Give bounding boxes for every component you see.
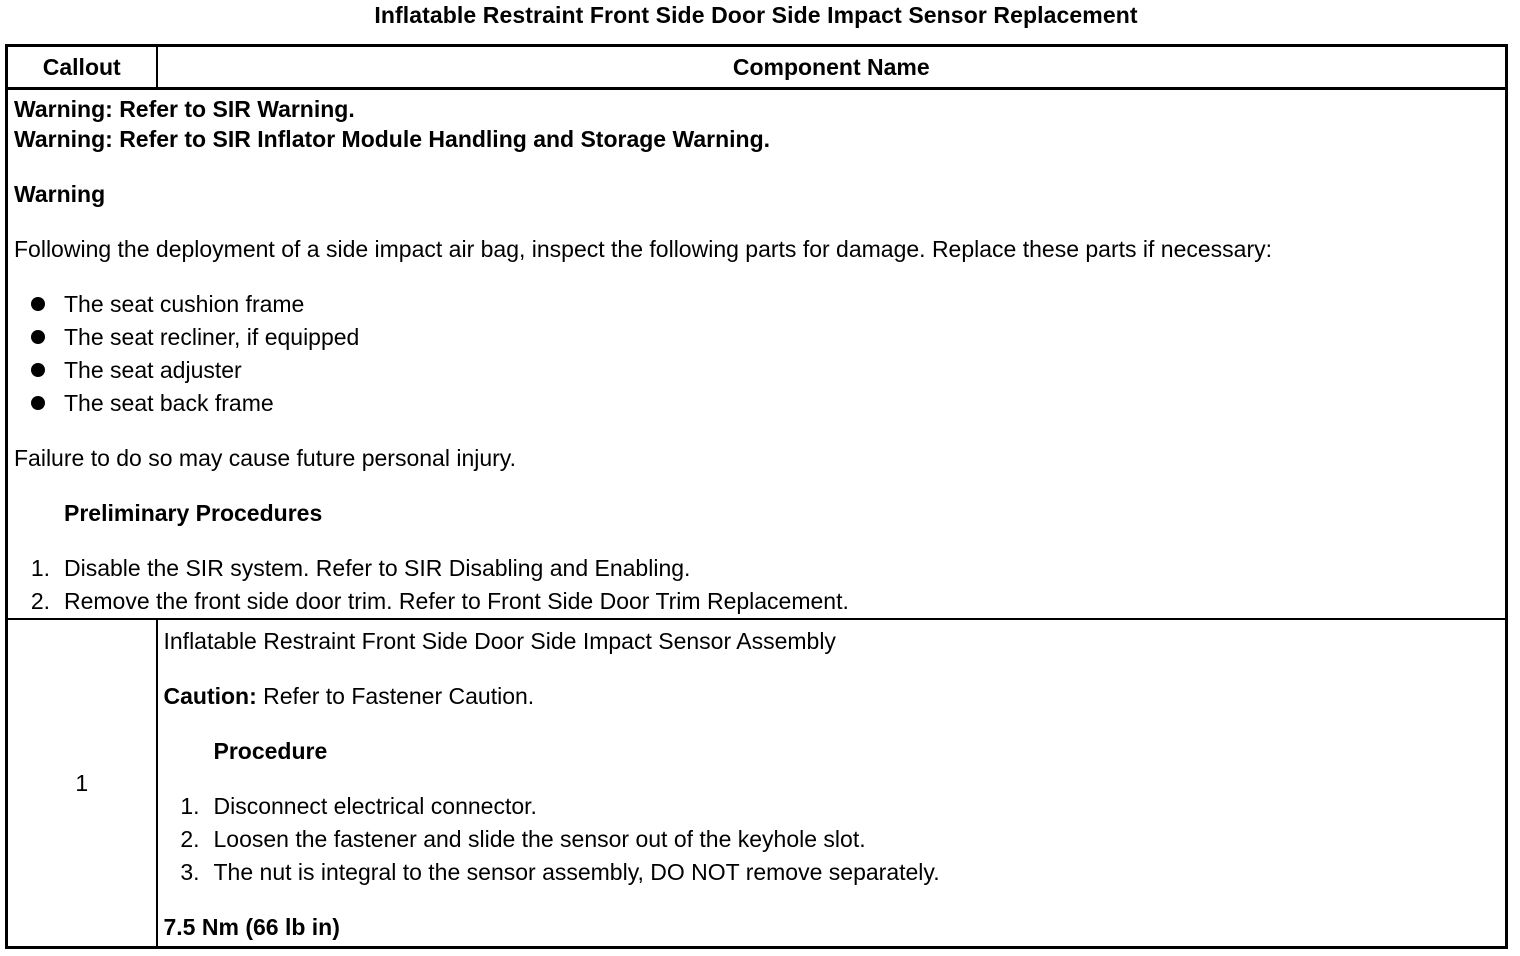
procedure-heading: Procedure: [213, 738, 328, 764]
warning-intro: Following the deployment of a side impact air bag, inspect the following parts for damage. Replace these parts if necessary:: [14, 236, 1273, 262]
preliminary-procedures-heading: Preliminary Procedures: [64, 500, 323, 526]
callout-column-header: Callout: [7, 46, 157, 89]
step-text: Loosen the fastener and slide the sensor out of the keyhole slot.: [213, 826, 866, 852]
procedure-table: [5, 44, 1508, 949]
preliminary-steps: [14, 553, 1499, 616]
step-number: 2.: [30, 588, 50, 614]
part-text: The seat adjuster: [64, 357, 242, 383]
component-cell: [157, 619, 1507, 948]
callout-number: 1: [7, 619, 157, 948]
fastener-caution: [164, 681, 1500, 711]
list-item: [14, 388, 1499, 421]
table-row: [7, 619, 1507, 948]
warning-heading: Warning: [14, 181, 106, 207]
inflator-warning: [14, 124, 1499, 154]
inflator-warning-text: Refer to SIR Inflator Module Handling and Storage Warning.: [119, 126, 771, 152]
list-item: [164, 791, 1500, 824]
bullet-icon: [31, 396, 45, 410]
component-name: Inflatable Restraint Front Side Door Side Impact Sensor Assembly: [163, 628, 836, 654]
list-item: [14, 355, 1499, 388]
step-text: Remove the front side door trim. Refer to Front Side Door Trim Replacement.: [64, 588, 849, 614]
parts-list: [14, 289, 1499, 421]
bullet-icon: [31, 363, 45, 377]
step-number: 2.: [180, 826, 200, 852]
step-text: Disconnect electrical connector.: [213, 793, 537, 819]
removal-steps: [164, 791, 1500, 890]
list-item: [14, 553, 1499, 586]
step-number: 3.: [180, 859, 200, 885]
preliminary-row: [7, 89, 1507, 620]
step-number: 1.: [30, 555, 50, 581]
list-item: [164, 857, 1500, 890]
torque-spec: 7.5 Nm (66 lb in): [163, 914, 340, 940]
preliminary-cell: [7, 89, 1507, 620]
list-item: [164, 824, 1500, 857]
part-text: The seat back frame: [64, 390, 274, 416]
table-header-row: [7, 46, 1507, 89]
sir-warning: [14, 94, 1499, 124]
list-item: [14, 322, 1499, 355]
bullet-icon: [31, 297, 45, 311]
bullet-icon: [31, 330, 45, 344]
list-item: [14, 289, 1499, 322]
sir-warning-text: Refer to SIR Warning.: [119, 96, 355, 122]
part-text: The seat cushion frame: [64, 291, 305, 317]
warning-outro: Failure to do so may cause future personal injury.: [14, 445, 516, 471]
step-text: The nut is integral to the sensor assembly, DO NOT remove separately.: [213, 859, 940, 885]
list-item: [14, 586, 1499, 616]
page-title: Inflatable Restraint Front Side Door Side Impact Sensor Replacement: [374, 2, 1138, 28]
inflator-warning-label: Warning:: [14, 126, 113, 152]
sir-warning-label: Warning:: [14, 96, 113, 122]
caution-label: Caution:: [163, 683, 257, 709]
component-column-header: Component Name: [157, 46, 1507, 89]
part-text: The seat recliner, if equipped: [64, 324, 360, 350]
caution-text: Refer to Fastener Caution.: [263, 683, 535, 709]
step-text: Disable the SIR system. Refer to SIR Disabling and Enabling.: [64, 555, 691, 581]
step-number: 1.: [180, 793, 200, 819]
